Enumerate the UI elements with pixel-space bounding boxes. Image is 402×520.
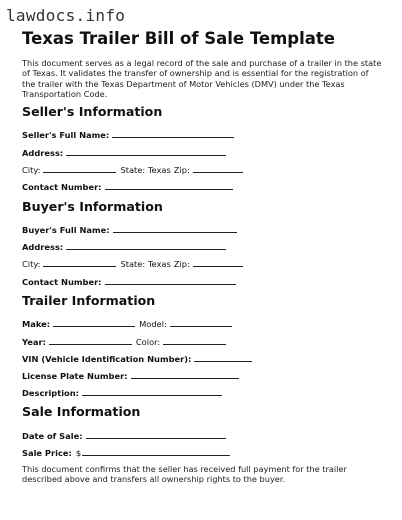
trailer-description-row [22, 387, 222, 398]
trailer-make-field[interactable] [53, 318, 135, 327]
buyer-name-row [22, 224, 237, 235]
trailer-plate-label: License Plate Number: [22, 371, 128, 381]
buyer-contact-label: Contact Number: [22, 277, 102, 287]
buyer-city-row [22, 258, 243, 269]
document-title: Texas Trailer Bill of Sale Template [22, 29, 335, 48]
buyer-contact-row [22, 276, 236, 287]
trailer-model-label: Model: [139, 319, 167, 329]
buyer-address-row [22, 241, 226, 252]
site-watermark: lawdocs.info [6, 6, 126, 25]
trailer-plate-row [22, 370, 239, 381]
sale-heading: Sale Information [22, 404, 141, 419]
trailer-year-label: Year: [22, 337, 46, 347]
seller-heading: Seller's Information [22, 104, 163, 119]
sale-price-field[interactable] [82, 447, 230, 456]
trailer-make-row [22, 318, 232, 329]
closing-paragraph: This document confirms that the seller has received full payment for the trailer described above and transfers all ownership rights to the buyer. [22, 464, 347, 485]
sale-price-row [22, 447, 230, 458]
trailer-description-field[interactable] [82, 387, 222, 396]
trailer-color-label: Color: [135, 337, 161, 347]
buyer-contact-field[interactable] [105, 276, 236, 285]
seller-city-row [22, 164, 243, 175]
seller-address-row [22, 147, 226, 158]
buyer-state-label: State: Texas [120, 259, 171, 269]
trailer-model-field[interactable] [170, 318, 232, 327]
sale-date-row [22, 430, 226, 441]
seller-contact-field[interactable] [105, 181, 233, 190]
intro-paragraph: This document serves as a legal record of the sale and purchase of a trailer in the state of Texas. It validates the transfer of ownership and is essential for the registration of the trailer with the Texas Department of Motor Vehicles (DMV) under the Texas Transportation Code. [22, 58, 382, 99]
seller-contact-label: Contact Number: [22, 182, 102, 192]
seller-city-label: City: [22, 165, 41, 175]
buyer-name-field[interactable] [113, 224, 237, 233]
seller-zip-field[interactable] [193, 164, 243, 173]
trailer-vin-label: VIN (Vehicle Identification Number): [22, 354, 192, 364]
seller-name-label: Seller's Full Name: [22, 130, 110, 140]
sale-price-currency: $ [75, 448, 82, 458]
buyer-zip-label: Zip: [173, 259, 190, 269]
trailer-heading: Trailer Information [22, 293, 156, 308]
seller-state-label: State: Texas [120, 165, 171, 175]
seller-city-field[interactable] [43, 164, 116, 173]
seller-name-field[interactable] [112, 129, 234, 138]
buyer-name-label: Buyer's Full Name: [22, 225, 110, 235]
trailer-vin-row [22, 353, 252, 364]
buyer-city-field[interactable] [43, 258, 116, 267]
trailer-color-field[interactable] [163, 336, 226, 345]
trailer-vin-field[interactable] [194, 353, 252, 362]
sale-price-label: Sale Price: [22, 448, 72, 458]
seller-contact-row [22, 181, 233, 192]
seller-address-label: Address: [22, 148, 64, 158]
trailer-make-label: Make: [22, 319, 51, 329]
trailer-plate-field[interactable] [131, 370, 239, 379]
sale-date-field[interactable] [86, 430, 226, 439]
buyer-zip-field[interactable] [193, 258, 243, 267]
trailer-year-row [22, 336, 226, 347]
buyer-address-field[interactable] [66, 241, 226, 250]
seller-address-field[interactable] [66, 147, 226, 156]
buyer-address-label: Address: [22, 242, 64, 252]
seller-zip-label: Zip: [173, 165, 190, 175]
trailer-description-label: Description: [22, 388, 79, 398]
buyer-heading: Buyer's Information [22, 199, 163, 214]
seller-name-row [22, 129, 234, 140]
sale-date-label: Date of Sale: [22, 431, 83, 441]
trailer-year-field[interactable] [49, 336, 132, 345]
buyer-city-label: City: [22, 259, 41, 269]
